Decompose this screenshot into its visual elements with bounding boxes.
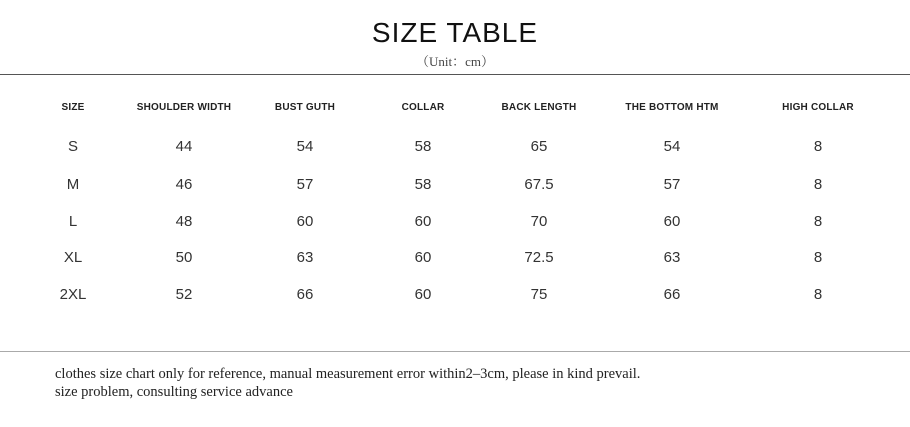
measurement-cell: 8: [813, 138, 823, 155]
measurement-cell: 46: [175, 176, 193, 193]
measurement-cell: 58: [414, 138, 432, 155]
column-header: HIGH COLLAR: [782, 102, 854, 113]
measurement-cell: 66: [296, 286, 314, 303]
measurement-cell: 63: [663, 249, 681, 266]
footer-note: [55, 365, 640, 401]
footer-note-line-2: size problem, consulting service advance: [55, 384, 293, 400]
measurement-cell: 63: [296, 249, 314, 266]
measurement-cell: 8: [813, 249, 823, 266]
size-label-cell: S: [67, 138, 79, 155]
bottom-divider: [0, 351, 910, 352]
measurement-cell: 70: [530, 213, 548, 230]
measurement-cell: 60: [414, 213, 432, 230]
top-divider: [0, 74, 910, 75]
page-title: SIZE TABLE: [371, 17, 539, 48]
measurement-cell: 57: [663, 176, 681, 193]
unit-label: （Unit：cm）: [416, 54, 494, 69]
measurement-cell: 52: [175, 286, 193, 303]
footer-note-line-1: clothes size chart only for reference, manual measurement error within2–3cm, please in kind prevail.: [55, 366, 641, 382]
measurement-cell: 72.5: [524, 249, 554, 266]
measurement-cell: 65: [530, 138, 548, 155]
measurement-cell: 8: [813, 213, 823, 230]
size-label-cell: M: [66, 176, 80, 193]
column-header: COLLAR: [401, 102, 445, 113]
measurement-cell: 57: [296, 176, 314, 193]
measurement-cell: 60: [414, 286, 432, 303]
size-label-cell: XL: [63, 249, 83, 266]
measurement-cell: 44: [175, 138, 193, 155]
column-header: SIZE: [61, 102, 85, 113]
measurement-cell: 58: [414, 176, 432, 193]
size-label-cell: L: [68, 213, 78, 230]
size-label-cell: 2XL: [59, 286, 87, 303]
measurement-cell: 66: [663, 286, 681, 303]
measurement-cell: 60: [414, 249, 432, 266]
measurement-cell: 67.5: [524, 176, 554, 193]
measurement-cell: 48: [175, 213, 193, 230]
measurement-cell: 54: [296, 138, 314, 155]
measurement-cell: 54: [663, 138, 681, 155]
measurement-cell: 75: [530, 286, 548, 303]
column-header: THE BOTTOM HTM: [625, 102, 719, 113]
measurement-cell: 8: [813, 176, 823, 193]
measurement-cell: 50: [175, 249, 193, 266]
measurement-cell: 8: [813, 286, 823, 303]
column-header: SHOULDER WIDTH: [136, 102, 232, 113]
column-header: BACK LENGTH: [501, 102, 577, 113]
measurement-cell: 60: [663, 213, 681, 230]
column-header: BUST GUTH: [274, 102, 336, 113]
measurement-cell: 60: [296, 213, 314, 230]
